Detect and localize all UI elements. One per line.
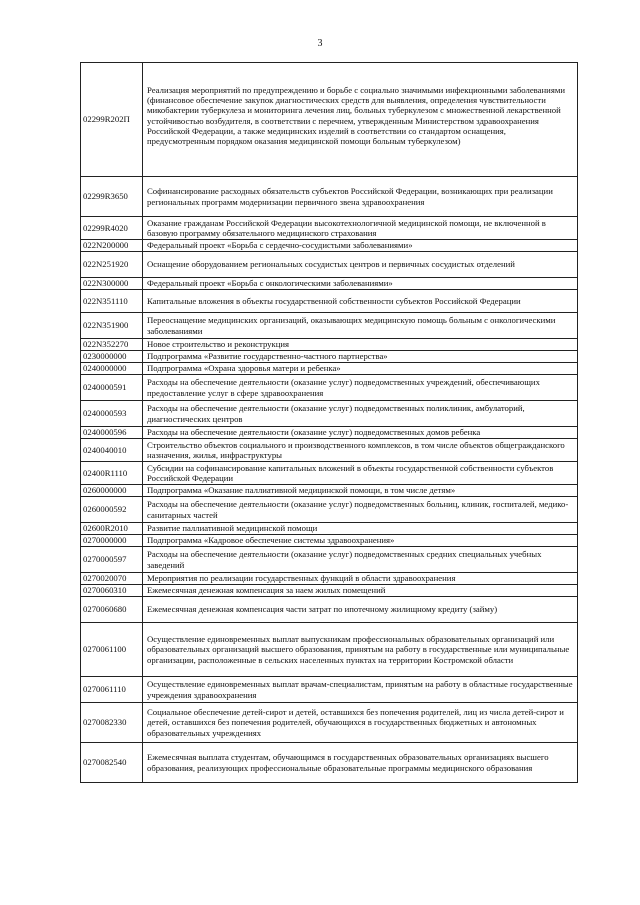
row-description: Осуществление единовременных выплат врачам-специалистам, принятым на работу в областные государственные учреждения здравоохранения	[143, 677, 578, 703]
row-description: Оснащение оборудованием региональных сосудистых центров и первичных сосудистых отделений	[143, 252, 578, 278]
table-row	[81, 313, 578, 339]
row-description: Оказание гражданам Российской Федерации высокотехнологичной медицинской помощи, не включенной в базовую программу обязательного медицинского страхования	[143, 217, 578, 240]
row-description: Развитие паллиативной медицинской помощи	[143, 523, 578, 535]
table-row	[81, 439, 578, 462]
row-description: Расходы на обеспечение деятельности (оказание услуг) подведомственных учреждений, обеспечивающих предоставление услуг в сфере здравоохранения	[143, 375, 578, 401]
table-row	[81, 375, 578, 401]
row-description: Осуществление единовременных выплат выпускникам профессиональных образовательных организаций или образовательных организаций высшего образования, принятым на работу в государственные или муниципальные организации, расположенные в сельских населенных пунктах на территории Костромской области	[143, 623, 578, 677]
row-description: Подпрограмма «Развитие государственно-частного партнерства»	[143, 351, 578, 363]
row-description: Подпрограмма «Охрана здоровья матери и ребенка»	[143, 363, 578, 375]
row-description: Расходы на обеспечение деятельности (оказание услуг) подведомственных поликлиник, амбулаторий, диагностических центров	[143, 401, 578, 427]
row-description: Федеральный проект «Борьба с сердечно-сосудистыми заболеваниями»	[143, 240, 578, 252]
row-description: Подпрограмма «Оказание паллиативной медицинской помощи, в том числе детям»	[143, 485, 578, 497]
row-description: Строительство объектов социального и производственного комплексов, в том числе объектов общегражданского назначения, жилья, инфраструктуры	[143, 439, 578, 462]
table-row	[81, 623, 578, 677]
row-code: 0240000596	[81, 427, 143, 439]
table-row	[81, 485, 578, 497]
table-row	[81, 547, 578, 573]
row-code: 0270082540	[81, 743, 143, 783]
table-row	[81, 585, 578, 597]
table-row	[81, 497, 578, 523]
page-number: 3	[317, 38, 323, 49]
row-code: 0270020070	[81, 573, 143, 585]
row-code: 0270000000	[81, 535, 143, 547]
row-description: Переоснащение медицинских организаций, оказывающих медицинскую помощь больным с онкологическими заболеваниями	[143, 313, 578, 339]
row-description: Ежемесячная денежная компенсация за наем жилых помещений	[143, 585, 578, 597]
row-description: Мероприятия по реализации государственных функций в области здравоохранения	[143, 573, 578, 585]
table-row	[81, 290, 578, 313]
row-code: 02299R202П	[81, 63, 143, 177]
table-row	[81, 462, 578, 485]
table-row	[81, 535, 578, 547]
row-code: 022N351900	[81, 313, 143, 339]
table-row	[81, 743, 578, 783]
table-row	[81, 427, 578, 439]
row-code: 02299R3650	[81, 177, 143, 217]
row-description: Реализация мероприятий по предупреждению и борьбе с социально значимыми инфекционными заболеваниями (финансовое обеспечение закупок диагностических средств для выявления, определения чувствительности микобактерии туберкулеза и мониторинга лечения лиц, больных туберкулезом с множественной лекарственной устойчивостью возбудителя, в соответствии с перечнем, утвержденным Министерством здравоохранения Российской Федерации, а также медицинских изделий в соответствии со стандартом оснащения, предусмотренным порядком оказания медицинской помощи больным туберкулезом)	[143, 63, 578, 177]
row-code: 0240040010	[81, 439, 143, 462]
row-description: Субсидии на софинансирование капитальных вложений в объекты государственной собственности субъектов Российской Федерации	[143, 462, 578, 485]
row-code: 0270060310	[81, 585, 143, 597]
table-row	[81, 339, 578, 351]
table-row	[81, 523, 578, 535]
row-code: 0270061110	[81, 677, 143, 703]
table-row	[81, 217, 578, 240]
row-code: 0230000000	[81, 351, 143, 363]
table-row	[81, 573, 578, 585]
row-description: Расходы на обеспечение деятельности (оказание услуг) подведомственных средних специальных учебных заведений	[143, 547, 578, 573]
row-code: 0240000591	[81, 375, 143, 401]
table-row	[81, 351, 578, 363]
table-row	[81, 252, 578, 278]
row-description: Новое строительство и реконструкция	[143, 339, 578, 351]
row-code: 0270082330	[81, 703, 143, 743]
table-body	[81, 63, 578, 783]
row-description: Подпрограмма «Кадровое обеспечение системы здравоохранения»	[143, 535, 578, 547]
row-code: 022N351110	[81, 290, 143, 313]
row-code: 0260000592	[81, 497, 143, 523]
row-description: Ежемесячная денежная компенсация части затрат по ипотечному жилищному кредиту (займу)	[143, 597, 578, 623]
row-code: 0270060680	[81, 597, 143, 623]
table-row	[81, 63, 578, 177]
table-row	[81, 177, 578, 217]
row-description: Социальное обеспечение детей-сирот и детей, оставшихся без попечения родителей, лиц из числа детей-сирот и детей, оставшихся без попечения родителей, обучающихся в государственных бюджетных и автономных образовательных учреждениях	[143, 703, 578, 743]
row-code: 0240000000	[81, 363, 143, 375]
table-row	[81, 703, 578, 743]
table-row	[81, 363, 578, 375]
row-code: 0270061100	[81, 623, 143, 677]
table-row	[81, 597, 578, 623]
row-description: Федеральный проект «Борьба с онкологическими заболеваниями»	[143, 278, 578, 290]
table-row	[81, 401, 578, 427]
row-code: 022N300000	[81, 278, 143, 290]
row-code: 0270000597	[81, 547, 143, 573]
row-code: 022N200000	[81, 240, 143, 252]
table-row	[81, 677, 578, 703]
table-row	[81, 240, 578, 252]
row-description: Ежемесячная выплата студентам, обучающимся в государственных образовательных организациях высшего образования, реализующих профессиональные образовательные программы медицинского образования	[143, 743, 578, 783]
row-code: 02400R1110	[81, 462, 143, 485]
row-code: 0260000000	[81, 485, 143, 497]
budget-codes-table	[80, 62, 578, 783]
row-code: 02600R2010	[81, 523, 143, 535]
row-code: 022N251920	[81, 252, 143, 278]
row-code: 022N352270	[81, 339, 143, 351]
row-description: Расходы на обеспечение деятельности (оказание услуг) подведомственных больниц, клиник, госпиталей, медико-санитарных частей	[143, 497, 578, 523]
row-description: Расходы на обеспечение деятельности (оказание услуг) подведомственных домов ребенка	[143, 427, 578, 439]
row-description: Софинансирование расходных обязательств субъектов Российской Федерации, возникающих при реализации региональных программ модернизации первичного звена здравоохранения	[143, 177, 578, 217]
row-code: 02299R4020	[81, 217, 143, 240]
table-row	[81, 278, 578, 290]
row-description: Капитальные вложения в объекты государственной собственности субъектов Российской Федерации	[143, 290, 578, 313]
row-code: 0240000593	[81, 401, 143, 427]
